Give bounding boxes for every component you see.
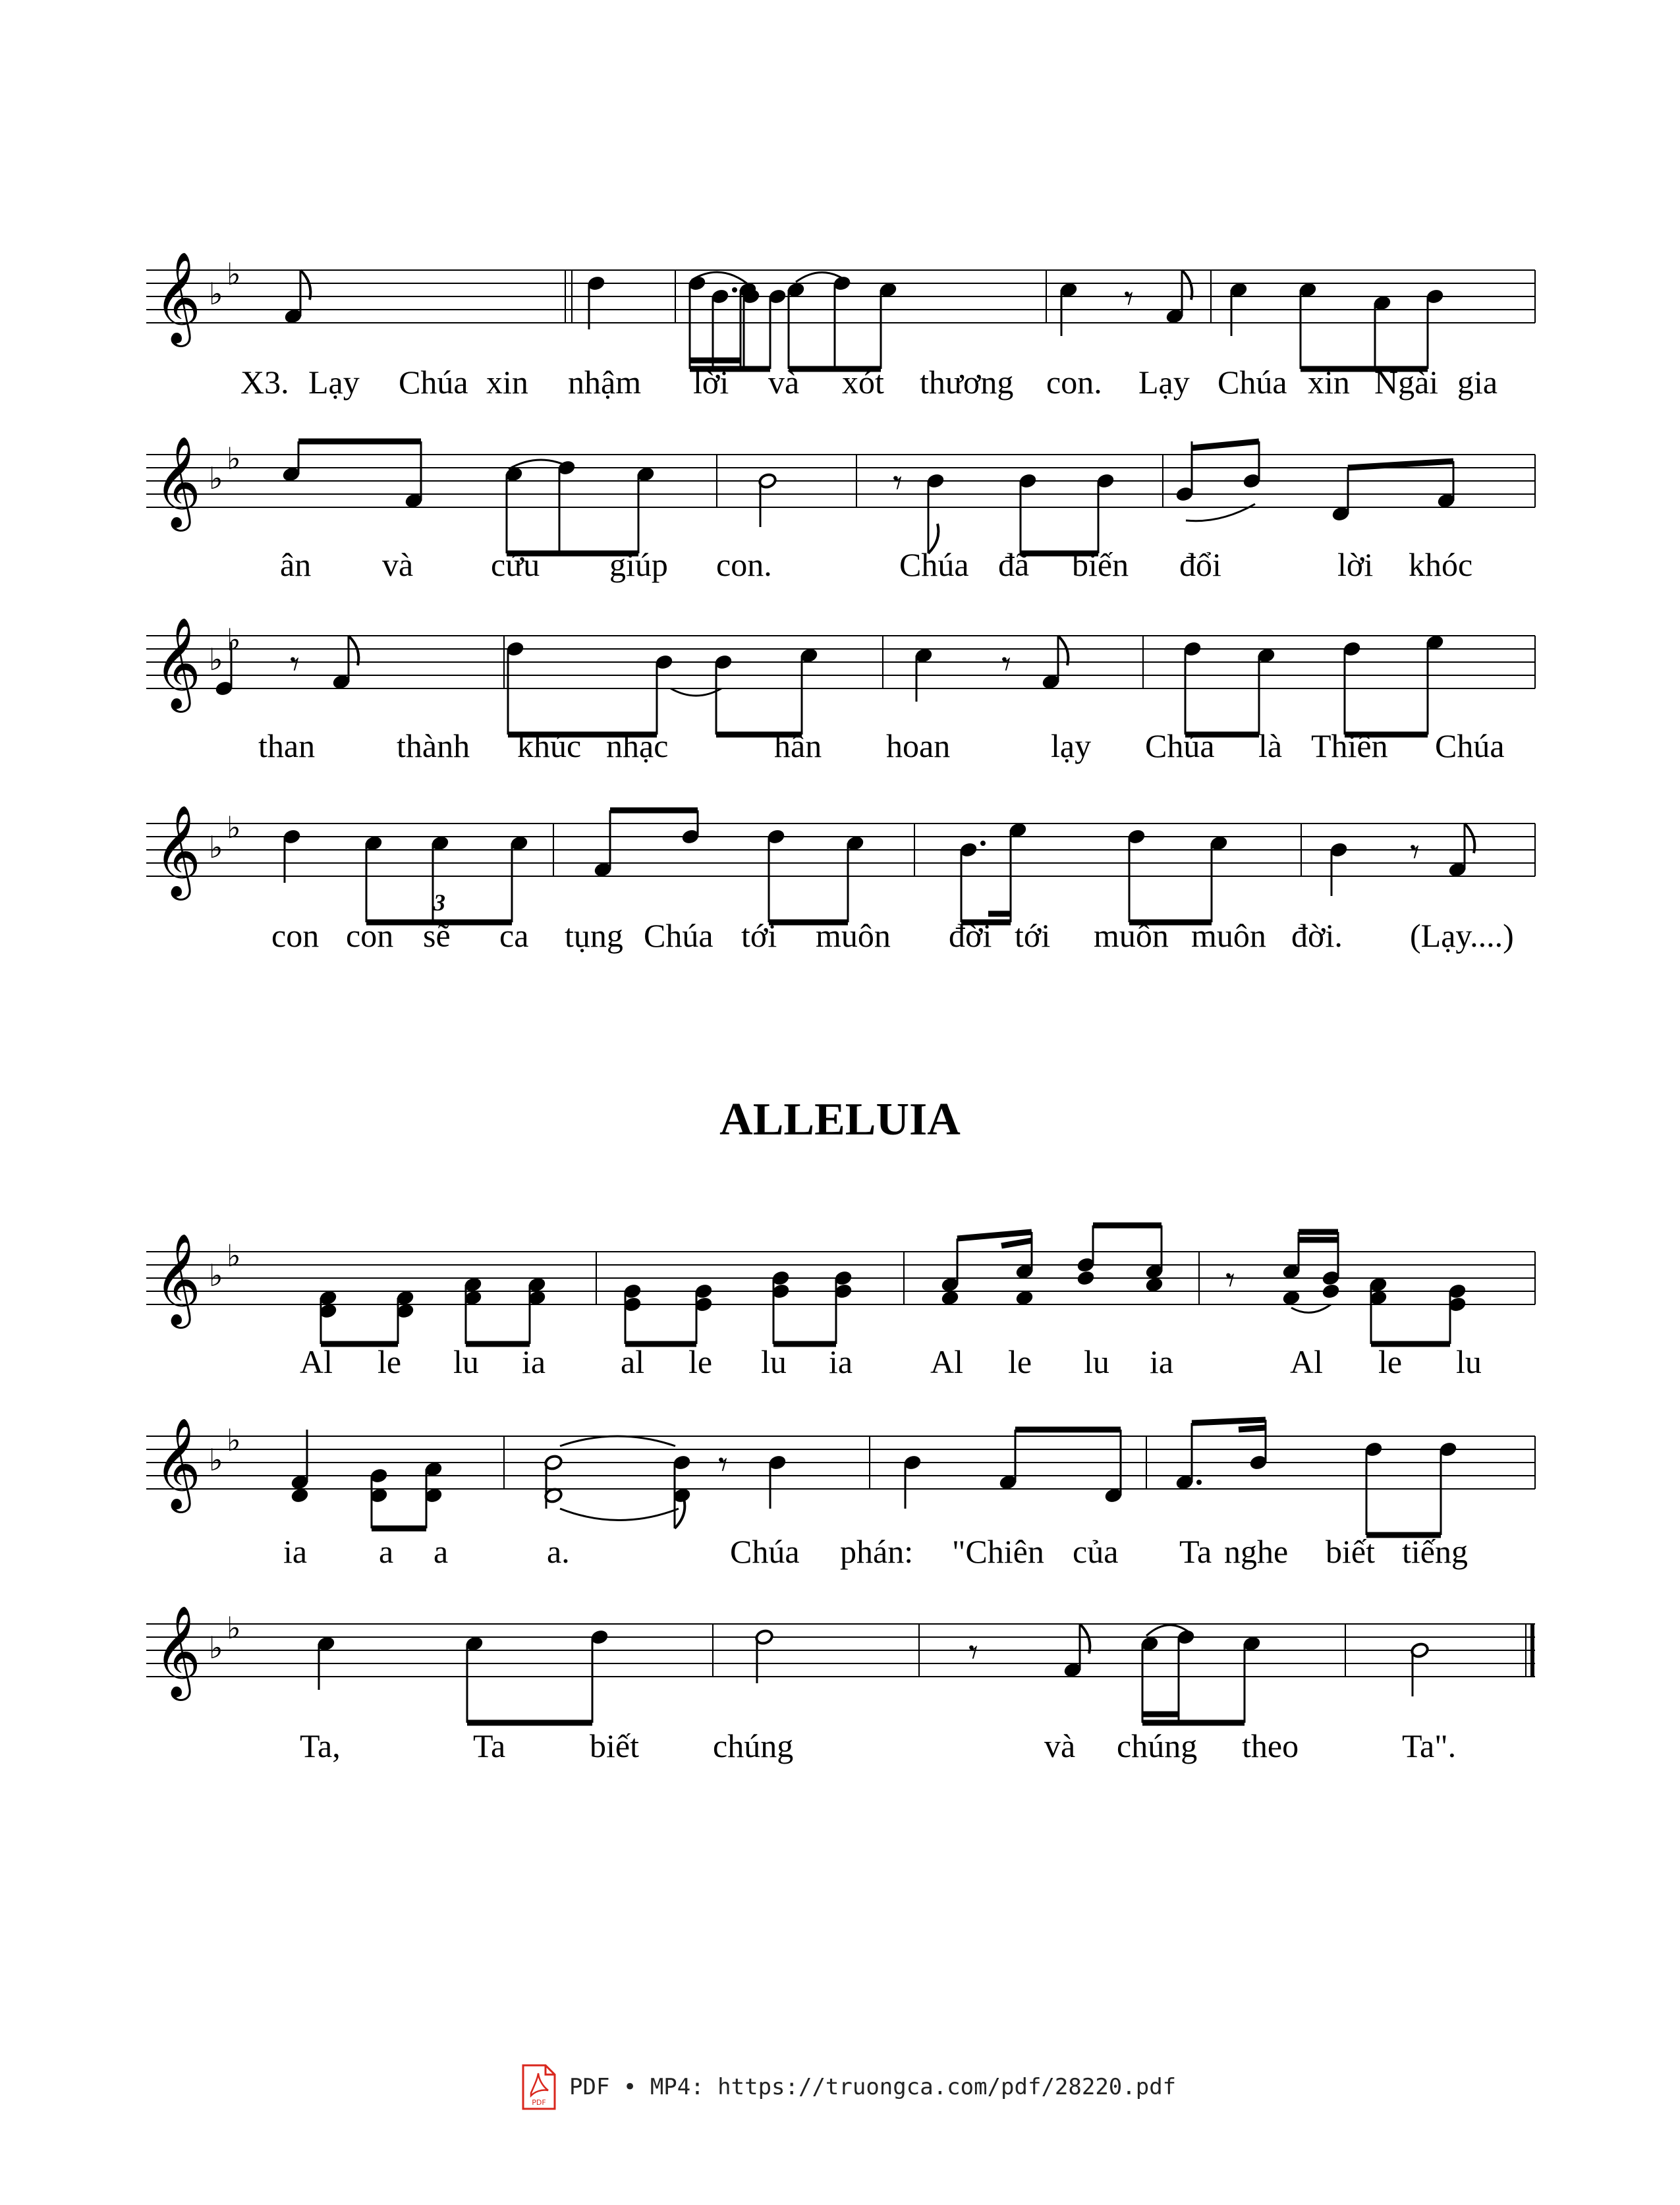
note-beam [1239,1428,1266,1430]
lyric-word: lu [761,1343,787,1380]
lyric-word: le [378,1343,402,1380]
lyric-word: tới [1015,917,1051,954]
eighth-rest-icon: 𝄾 [1124,277,1134,320]
svg-text:PDF: PDF [532,2098,546,2107]
footer-text: PDF • MP4: https://truongca.com/pdf/28220.pdf [569,2074,1177,2100]
note-flag [1465,823,1474,853]
lyric-word: Ta, [300,1727,341,1764]
flat-icon: ♭ [209,829,223,865]
page-title: ALLELUIA [719,1094,961,1145]
flat-icon: ♭ [209,1442,223,1478]
lyric-word: le [688,1343,713,1380]
eighth-rest-icon: 𝄾 [718,1443,728,1486]
augmentation-dot [1196,1480,1202,1485]
flat-icon: ♭ [209,1630,223,1665]
note-beam [1001,1241,1032,1246]
treble-clef-icon: 𝄞 [154,617,201,709]
lyric-word: xin [486,364,528,401]
lyric-word: ca [499,917,529,954]
lyric-word: lu [453,1343,479,1380]
lyric-word: Chúa [399,364,468,401]
lyric-word: tới [741,917,777,954]
pdf-file-icon [520,2064,557,2110]
lyric-word: Chúa [1218,364,1287,401]
flat-icon: ♭ [227,1238,241,1273]
flat-icon: ♭ [227,1610,241,1646]
lyric-word: biến [1072,546,1129,583]
lyric-word: khóc [1409,546,1473,583]
note-flag [1080,1624,1090,1654]
lyric-word: chúng [713,1727,794,1764]
lyric-word: và [382,546,414,583]
flat-icon: ♭ [227,1422,241,1458]
lyric-word: Ta". [1402,1727,1457,1764]
lyric-word: gia [1457,364,1498,401]
note-head [1322,1283,1341,1299]
flat-icon: ♭ [227,810,241,845]
note-beam [1348,461,1453,468]
note-head [941,1289,960,1306]
flat-icon: ♭ [209,276,223,312]
lyric-word: Ta [1179,1533,1212,1570]
footer-link[interactable] [520,2061,1176,2113]
lyric-word: ia [829,1343,853,1380]
note-beam [957,1232,1032,1239]
lyric-word: (Lạy....) [1410,917,1514,954]
flat-icon: ♭ [227,441,241,476]
lyric-word: nghe [1224,1533,1289,1570]
lyric-word: Chúa [1435,727,1505,764]
lyric-word: ia [283,1533,308,1570]
lyric-word: xót [842,364,884,401]
lyric-word: theo [1242,1727,1299,1764]
lyric-word: và [1044,1727,1076,1764]
lyric-word: nhạc [606,727,669,764]
lyric-word: là [1258,727,1283,764]
lyric-word: le [1008,1343,1032,1380]
note-beam [1192,441,1259,448]
lyric-word: sẽ [423,917,451,954]
eighth-rest-icon: 𝄾 [1410,831,1420,874]
note-head [1077,1270,1096,1286]
lyric-word: và [768,364,800,401]
lyric-word: ia [1150,1343,1174,1380]
lyric-word: lời [1337,546,1374,583]
eighth-rest-icon: 𝄾 [1225,1259,1235,1302]
lyric-word: a. [547,1533,570,1570]
lyric-word: con [271,917,320,954]
lyric-word: đổi [1179,546,1221,583]
slur [671,688,721,696]
treble-clef-icon: 𝄞 [154,436,201,528]
lyric-word: thành [397,727,470,764]
lyric-word: hoan [886,727,951,764]
note-flag [300,270,310,300]
treble-clef-icon: 𝄞 [154,805,201,897]
lyric-word: con. [1046,364,1102,401]
lyric-word: tiếng [1402,1533,1468,1570]
slur [1291,1304,1331,1312]
lyric-word: chúng [1117,1727,1198,1764]
lyric-word: Lạy [1138,364,1190,401]
note-flag [1182,270,1192,300]
lyric-word: lu [1084,1343,1109,1380]
lyric-word: muôn [1191,917,1266,954]
flat-icon: ♭ [227,622,241,657]
lyric-word: biết [590,1727,639,1764]
note-head [1145,1276,1164,1293]
lyric-word: đời. [1291,917,1343,954]
lyric-word: a [379,1533,394,1570]
lyric-word: lu [1456,1343,1482,1380]
lyric-word: Al [1290,1343,1323,1380]
lyric-word: con [346,917,394,954]
lyric-word: muôn [1094,917,1169,954]
lyric-word: Lạy [308,364,360,401]
lyric-word: phán: [840,1533,914,1570]
lyric-word: Al [930,1343,963,1380]
slur [560,1436,675,1446]
note-flag [675,1499,685,1528]
lyric-word: đời [949,917,992,954]
lyric-word: lời [693,364,729,401]
lyric-word: al [621,1343,645,1380]
lyric-word: X3. [240,364,289,401]
lyric-word: của [1073,1533,1119,1570]
lyric-word: Chúa [730,1533,800,1570]
flat-icon: ♭ [227,256,241,292]
slur [560,1509,679,1521]
lyric-word: biết [1326,1533,1375,1570]
flat-icon: ♭ [209,1258,223,1293]
note-head [1282,1289,1301,1306]
lyric-word: ia [522,1343,546,1380]
note-head [291,1487,310,1503]
lyric-word: hân [774,727,822,764]
note-flag [349,636,358,665]
treble-clef-icon: 𝄞 [154,1418,201,1509]
lyric-word: Chúa [1145,727,1215,764]
eighth-rest-icon: 𝄾 [1001,643,1011,686]
lyric-word: Thiên [1311,727,1388,764]
treble-clef-icon: 𝄞 [154,1233,201,1325]
lyric-word: le [1378,1343,1403,1380]
lyric-word: Ngài [1374,364,1439,401]
note-beam [1192,1420,1266,1423]
eighth-rest-icon: 𝄾 [290,643,300,686]
note-flag [1058,636,1068,665]
lyric-word: ân [280,546,312,583]
flat-icon: ♭ [209,461,223,496]
lyric-word: than [258,727,316,764]
augmentation-dot [732,287,737,293]
lyric-word: thương [920,364,1014,401]
note-head [1015,1289,1034,1306]
lyric-word: muôn [816,917,891,954]
lyric-word: "Chiên [952,1533,1044,1570]
lyric-word: Ta [473,1727,506,1764]
lyric-word: Chúa [644,917,714,954]
lyric-word: khúc [517,727,582,764]
slur [1186,504,1255,521]
tuplet-label: 3 [434,889,445,916]
lyric-word: con. [716,546,772,583]
augmentation-dot [980,841,986,846]
treble-clef-icon: 𝄞 [154,252,201,343]
eighth-rest-icon: 𝄾 [893,462,903,505]
eighth-rest-icon: 𝄾 [968,1631,978,1674]
lyric-word: cứu [491,546,540,583]
lyric-word: giúp [609,546,668,583]
lyric-word: a [434,1533,449,1570]
lyric-word: Chúa [899,546,969,583]
lyric-word: nhậm [568,364,642,401]
lyric-word: Al [300,1343,333,1380]
lyric-word: lạy [1051,727,1092,764]
flat-icon: ♭ [209,642,223,677]
lyric-word: đã [998,546,1030,583]
lyric-word: xin [1308,364,1350,401]
lyric-word: tụng [565,917,623,954]
treble-clef-icon: 𝄞 [154,1605,201,1697]
